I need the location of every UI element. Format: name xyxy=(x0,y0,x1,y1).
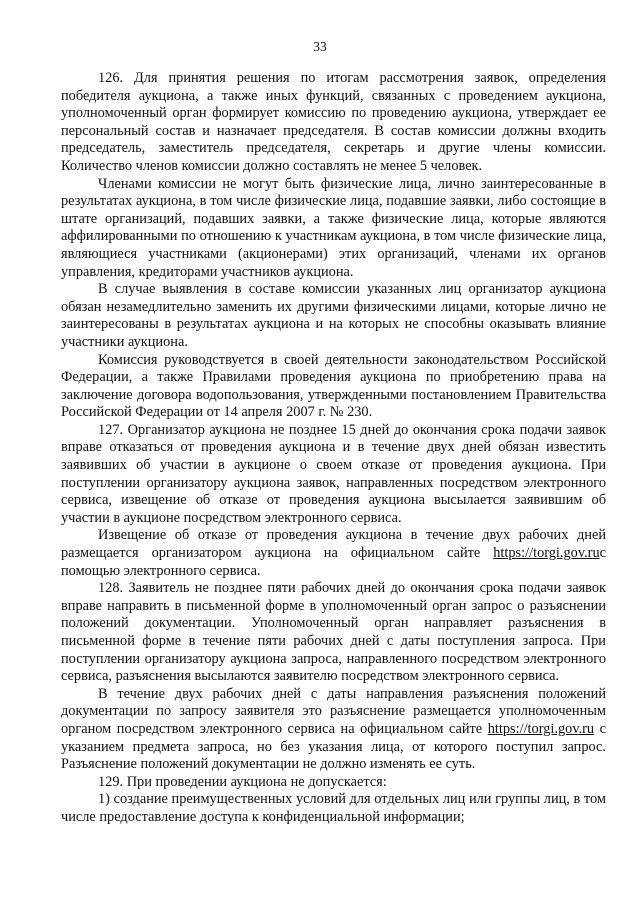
paragraph-refusal-notice xyxy=(61,527,606,580)
document-body xyxy=(61,70,606,827)
paragraph-text: с помощью электронного сервиса. xyxy=(61,545,606,579)
paragraph-128: 128. Заявитель не позднее пяти рабочих дней до окончания срока подачи заявок вправе направить в письменной форме в уполномоченный орган запрос о разъяснении положений документации. Уполномоченный орган направляет разъяснения в письменной форме в течение пяти рабочих дней с даты поступления запроса. При поступлении организатору аукциона запроса, направленного посредством электронного сервиса, разъяснения высылаются заявителю посредством электронного сервиса. xyxy=(61,580,606,685)
paragraph-text: Извещение об отказе от проведения аукциона в течение двух рабочих дней размещается организатором аукциона на официальном сайте xyxy=(61,527,606,562)
paragraph-commission-members: Членами комиссии не могут быть физические лица, лично заинтересованные в результатах аукциона, в том числе физические лица, подавшие заявки, либо состоящие в штате организаций, подавших заявки, а также физические лица, которые являются аффилированными по отношению к участникам аукциона, в том числе физические лица, являющиеся участниками (акционерами) этих организаций, членами их органов управления, кредиторами участников аукциона. xyxy=(61,175,606,280)
paragraph-129: 129. При проведении аукциона не допускается: xyxy=(98,773,387,790)
torgi-link[interactable]: https://torgi.gov.ru xyxy=(487,720,595,737)
paragraph-text: В течение двух рабочих дней с даты направления разъяснения положений документации по запросу заявителя это разъяснение размещается уполномоченным органом посредством электронного сервиса на официальном сайте xyxy=(61,685,606,737)
paragraph-commission-rules: Комиссия руководствуется в своей деятельности законодательством Российской Федерации, а также Правилами проведения аукциона по приобретению права на заключение договора водопользования, утвержденными постановлением Правительства Российской Федерации от 14 апреля 2007 г. № 230. xyxy=(61,351,606,421)
paragraph-replacement: В случае выявления в составе комиссии указанных лиц организатор аукциона обязан незамедлительно заменить их другими физическими лицами, которые лично не заинтересованы в результатах аукциона и на которых не способны оказывать влияние участники аукциона. xyxy=(61,281,606,350)
paragraph-127: 127. Организатор аукциона не позднее 15 дней до окончания срока подачи заявок вправе отказаться от проведения аукциона и в течение двух дней обязан известить заявивших об участии в аукционе о своем отказе от проведения аукциона. При поступлении организатору аукциона заявок, направленных посредством электронного сервиса, извещение об отказе от проведения аукциона высылается заявившим об участии в аукционе посредством электронного сервиса. xyxy=(61,421,606,526)
paragraph-129-item-1: 1) создание преимущественных условий для отдельных лиц или группы лиц, в том числе предоставление доступа к конфиденциальной информации; xyxy=(61,791,606,825)
paragraph-text: с указанием предмета запроса, но без указания лица, от которого поступил запрос. Разъяснение положений документации не должно изменять ее суть. xyxy=(61,720,606,773)
page-number: 33 xyxy=(313,39,327,54)
paragraph-clarification-publication xyxy=(61,686,606,774)
torgi-link[interactable]: https://torgi.gov.ru xyxy=(493,545,600,562)
paragraph-126: 126. Для принятия решения по итогам рассмотрения заявок, определения победителя аукциона, а также иных функций, связанных с проведением аукциона, уполномоченный орган формирует комиссию по проведению аукциона, утверждает ее персональный состав и назначает председателя. В состав комиссии должны входить председатель, заместитель председателя, секретарь и другие члены комиссии. Количество членов комиссии должно составлять не менее 5 человек. xyxy=(61,70,606,174)
